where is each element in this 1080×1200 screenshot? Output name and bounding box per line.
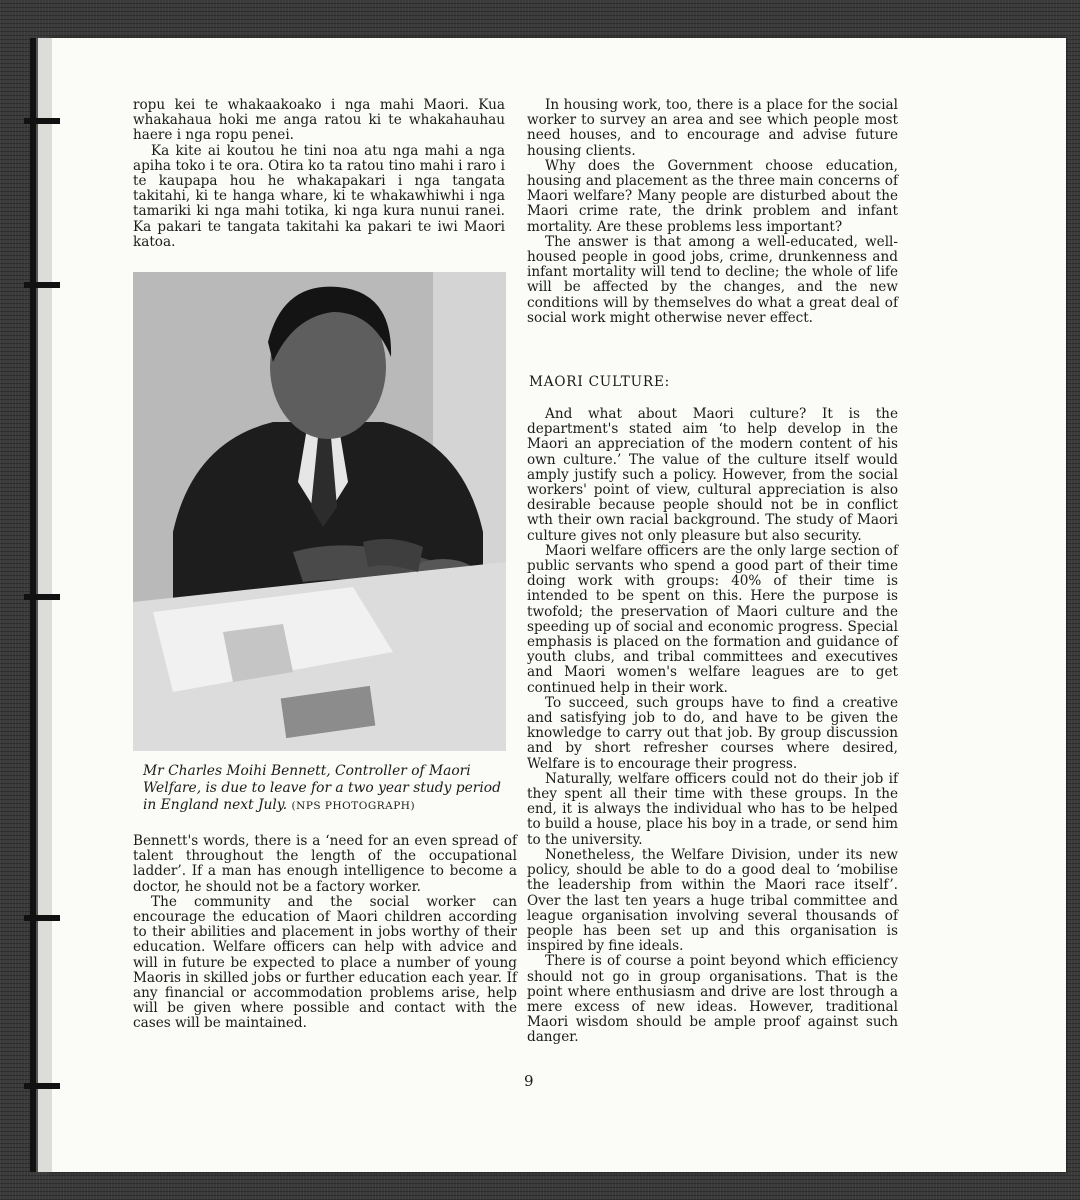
portrait-photograph [133, 272, 506, 751]
page-number: 9 [524, 1072, 534, 1090]
paragraph: The answer is that among a well-educated, well-housed people in good jobs, crime, drunkenness and infant mortality will tend to decline; the whole of life will be affected by the changes, and the new conditions will by themselves do what a great deal of social work might otherwise never effect. [527, 233, 898, 326]
paragraph: And what about Maori culture? It is the department's stated aim ‘to help develop in the Maori an appreciation of the modern content of his own culture.’ The value of the culture itself would amply justify such a policy. However, from the social workers' point of view, cultural appreciation is also desirable because people should not be in conflict wth their own racial background. The study of Maori culture gives not only pleasure but also security. [527, 406, 898, 544]
photo-caption [143, 763, 508, 815]
photo-illustration [133, 272, 506, 751]
paragraph: Maori welfare officers are the only large section of public servants who spend a good part of their time doing work with groups: 40% of their time is intended to be spent on this. Here the purpose is twofold; the preservation of Maori culture and the speeding up of social and economic progress. Special emphasis is placed on the formation and guidance of youth clubs, and tribal committees and executives and Maori women's welfare leagues are to get continued help in their work. [527, 542, 898, 696]
left-column-top-text [133, 98, 505, 250]
photo-credit: (NPS PHOTOGRAPH) [291, 800, 416, 812]
paragraph: Nonetheless, the Welfare Division, under its new policy, should be able to do a good deal to ‘mobilise the leadership from within the Maori race itself’. Over the last ten years a huge tribal committee and league organisation involving several thousands of people has been set up and this organisation is inspired by fine ideals. [527, 846, 898, 955]
paragraph: Why does the Government choose education, housing and placement as the three main concerns of Maori welfare? Many people are disturbed about the Maori crime rate, the drink problem and infant mortality. Are these problems less important? [527, 157, 898, 235]
left-column-bottom-text [133, 834, 517, 1032]
paragraph: The community and the social worker can encourage the education of Maori children according to their abilities and placement in jobs worthy of their education. Welfare officers can help with advice and will in future be expected to place a number of young Maoris in skilled jobs or further education each year. If any financial or accommodation problems arise, help will be given where possible and contact with the cases will be maintained. [133, 893, 517, 1032]
paragraph: There is of course a point beyond which efficiency should not go in group organisations. That is the point where enthusiasm and drive are lost through a mere excess of new ideas. However, traditional Maori wisdom should be ample proof against such danger. [527, 953, 898, 1046]
paragraph: Ka kite ai koutou he tini noa atu nga mahi a nga apiha toko i te ora. Otira ko ta ratou tino mahi i raro i te kaupapa hou he whakapakari i nga tangata takitahi, ki te hanga whare, ki te whakawhiwhi i nga tamariki ki nga mahi totika, ki nga kura nunui ranei. Ka pakari te tangata takitahi ka pakari te iwi Maori katoa. [133, 142, 505, 250]
binding-staple [24, 118, 60, 124]
right-column-bottom-text [527, 407, 898, 1046]
paragraph: Bennett's words, there is a ‘need for an even spread of talent throughout the length of the occupational ladder’. If a man has enough intelligence to become a doctor, he should not be a factory worker. [133, 833, 517, 895]
paragraph: Naturally, welfare officers could not do their job if they spent all their time with these groups. In the end, it is always the individual who has to be helped to build a house, place his boy in a trade, or send him to the university. [527, 770, 898, 848]
binding-staple [24, 282, 60, 288]
paragraph: ropu kei te whakaakoako i nga mahi Maori. Kua whakahaua hoki me anga ratou ki te whakahauhau haere i nga ropu penei. [133, 97, 505, 144]
binding-staple [24, 594, 60, 600]
page-binding [30, 38, 52, 1172]
paragraph: In housing work, too, there is a place for the social worker to survey an area and see which people most need houses, and to encourage and advise future housing clients. [527, 97, 898, 159]
section-heading: MAORI CULTURE: [529, 374, 671, 390]
binding-staple [24, 915, 60, 921]
caption-text: Mr Charles Moihi Bennett, Controller of Maori Welfare, is due to leave for a two year study period in England next July. [143, 763, 501, 813]
paragraph: To succeed, such groups have to find a creative and satisfying job to do, and have to be given the knowledge to carry out that job. By group discussion and by short refresher courses where desired, Welfare is to encourage their progress. [527, 694, 898, 772]
binding-staple [24, 1083, 60, 1089]
right-column-top-text [527, 98, 898, 326]
